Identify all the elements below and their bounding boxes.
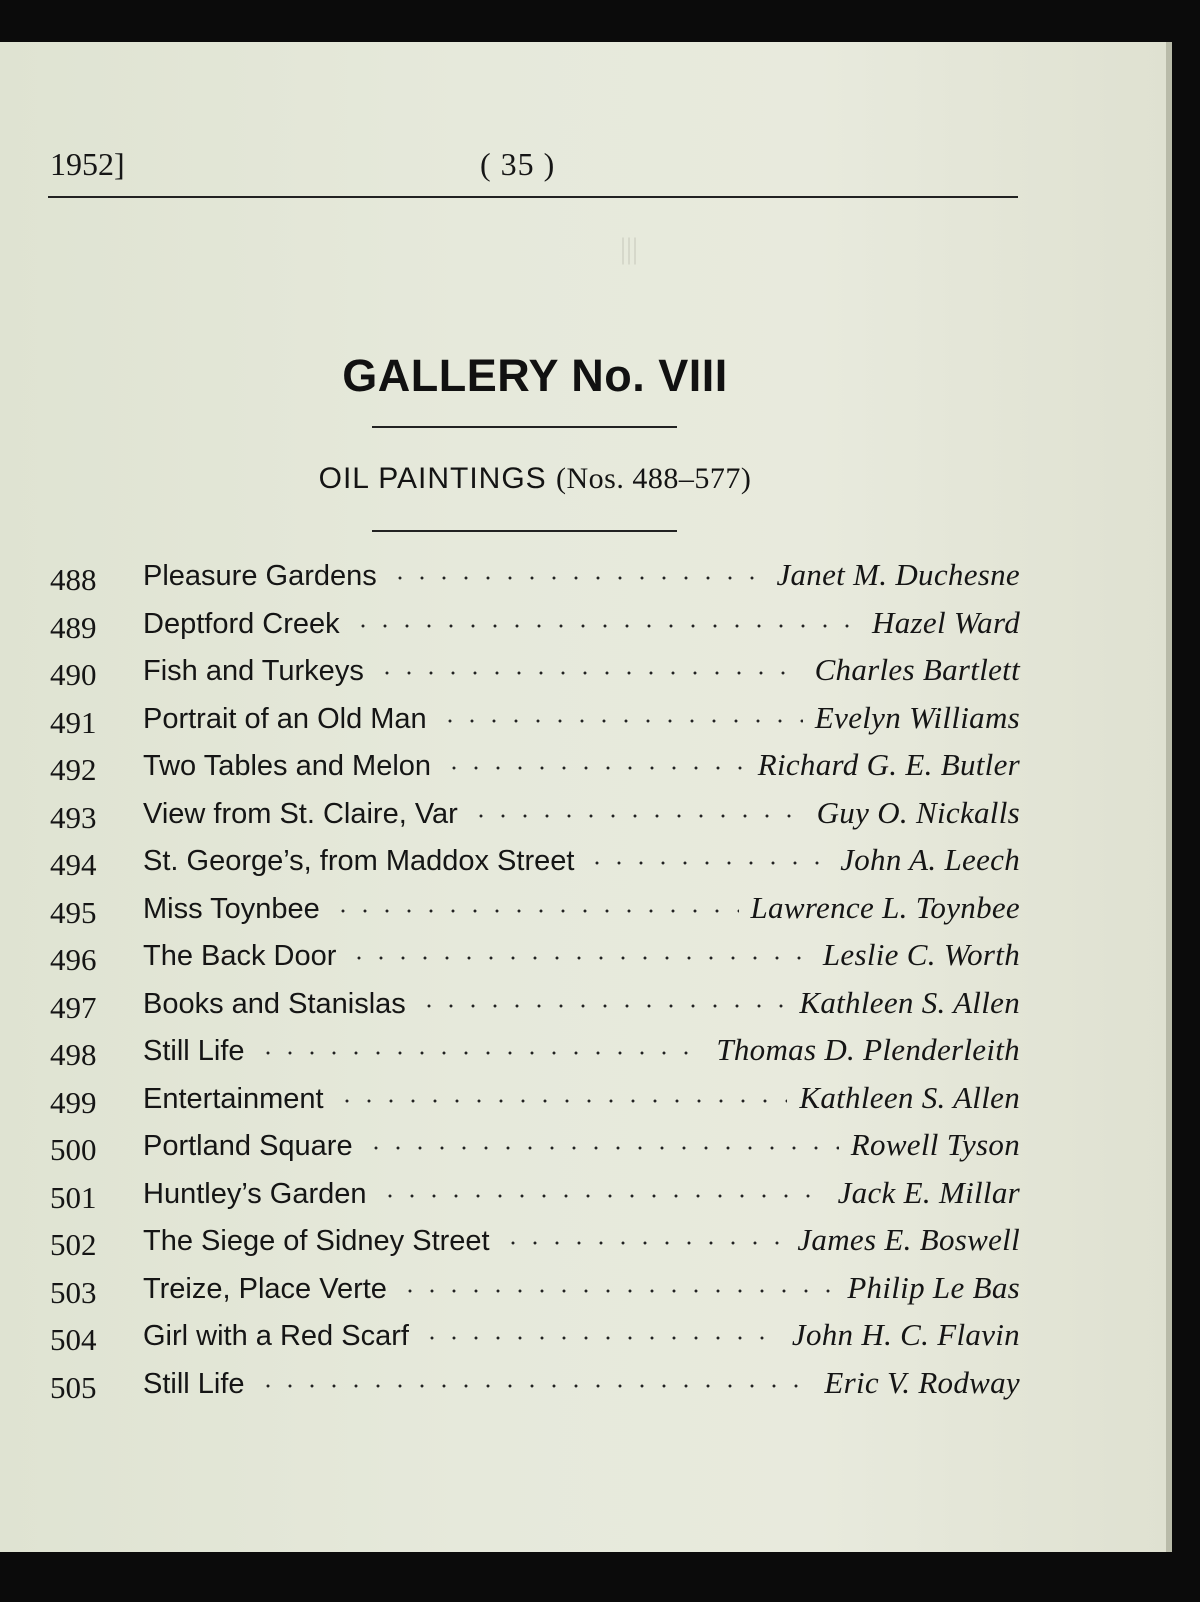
entry-artist: Janet M. Duchesne bbox=[776, 557, 1020, 592]
painting-list bbox=[50, 554, 1020, 1409]
list-item bbox=[50, 1219, 1020, 1267]
entry-artist: Kathleen S. Allen bbox=[799, 1079, 1020, 1115]
list-item bbox=[50, 792, 1020, 840]
list-item bbox=[50, 982, 1020, 1030]
entry-number: 502 bbox=[50, 1227, 97, 1262]
entry-title: Miss Toynbee bbox=[143, 892, 320, 925]
dot-leader bbox=[439, 711, 803, 731]
entry-artist: Rowell Tyson bbox=[850, 1127, 1020, 1162]
list-item bbox=[50, 1172, 1020, 1220]
list-item bbox=[50, 554, 1020, 602]
dot-leader bbox=[257, 1376, 812, 1396]
header-rule bbox=[48, 196, 1018, 198]
list-item bbox=[50, 887, 1020, 935]
entry-number: 504 bbox=[50, 1322, 97, 1357]
entry-title: View from St. Claire, Var bbox=[143, 797, 458, 830]
entry-artist: Thomas D. Plenderleith bbox=[716, 1032, 1020, 1067]
entry-artist: Richard G. E. Butler bbox=[757, 747, 1020, 782]
entry-title: Girl with a Red Scarf bbox=[143, 1320, 409, 1352]
list-item bbox=[50, 1314, 1020, 1362]
entry-artist: Jack E. Millar bbox=[837, 1174, 1020, 1210]
entry-artist: Guy O. Nickalls bbox=[816, 794, 1020, 830]
list-item bbox=[50, 1124, 1020, 1172]
dot-leader bbox=[470, 806, 805, 826]
entry-title: Books and Stanislas bbox=[143, 987, 406, 1020]
entry-number: 495 bbox=[50, 894, 97, 930]
entry-title: Entertainment bbox=[143, 1082, 324, 1115]
entry-number: 500 bbox=[50, 1132, 97, 1167]
gallery-title: GALLERY No. VIII bbox=[342, 350, 728, 401]
entry-title: Pleasure Gardens bbox=[143, 560, 377, 592]
subtitle-range: (Nos. 488–577) bbox=[556, 462, 752, 495]
dot-leader bbox=[418, 996, 787, 1016]
entry-title: The Back Door bbox=[143, 940, 337, 972]
entry-number: 499 bbox=[50, 1084, 97, 1120]
entry-number: 503 bbox=[50, 1274, 97, 1310]
entry-title: St. George’s, from Maddox Street bbox=[143, 845, 575, 877]
entry-title: Fish and Turkeys bbox=[143, 655, 364, 687]
entry-artist: John A. Leech bbox=[840, 842, 1020, 877]
entry-number: 501 bbox=[50, 1179, 97, 1215]
entry-title: Still Life bbox=[143, 1035, 245, 1067]
header-year: 1952] bbox=[50, 146, 125, 182]
catalogue-page bbox=[0, 42, 1172, 1552]
list-item bbox=[50, 1267, 1020, 1315]
entry-title: Portland Square bbox=[143, 1130, 353, 1162]
dot-leader bbox=[389, 568, 764, 588]
entry-artist: Kathleen S. Allen bbox=[799, 984, 1020, 1020]
dot-leader bbox=[379, 1186, 826, 1206]
entry-number: 491 bbox=[50, 704, 97, 740]
entry-artist: Hazel Ward bbox=[872, 604, 1020, 640]
dot-leader bbox=[399, 1281, 835, 1301]
entry-number: 492 bbox=[50, 752, 97, 787]
list-item bbox=[50, 602, 1020, 650]
entry-title: The Siege of Sidney Street bbox=[143, 1225, 490, 1257]
entry-artist: Philip Le Bas bbox=[847, 1269, 1020, 1305]
list-item bbox=[50, 1362, 1020, 1410]
entry-number: 498 bbox=[50, 1037, 97, 1072]
entry-artist: Eric V. Rodway bbox=[824, 1364, 1020, 1400]
list-item bbox=[50, 1029, 1020, 1077]
dot-leader bbox=[586, 853, 828, 873]
page-number: ( 35 ) bbox=[480, 146, 556, 182]
entry-artist: John H. C. Flavin bbox=[791, 1317, 1020, 1352]
entry-title: Portrait of an Old Man bbox=[143, 702, 427, 735]
entry-number: 489 bbox=[50, 609, 97, 645]
dot-leader bbox=[421, 1328, 780, 1348]
dot-leader bbox=[365, 1138, 839, 1158]
entry-artist: James E. Boswell bbox=[797, 1222, 1020, 1257]
entry-artist: Charles Bartlett bbox=[814, 652, 1020, 687]
gallery-subtitle bbox=[0, 462, 1070, 496]
entry-title: Two Tables and Melon bbox=[143, 750, 432, 782]
list-item bbox=[50, 649, 1020, 697]
dot-leader bbox=[257, 1043, 704, 1063]
entry-title: Deptford Creek bbox=[143, 607, 340, 640]
entry-artist: Evelyn Williams bbox=[814, 699, 1020, 735]
list-item bbox=[50, 934, 1020, 982]
dot-leader bbox=[443, 758, 746, 778]
title-rule-lower bbox=[372, 530, 677, 532]
list-item bbox=[50, 744, 1020, 792]
entry-title: Huntley’s Garden bbox=[143, 1177, 367, 1210]
entry-artist: Lawrence L. Toynbee bbox=[750, 889, 1020, 925]
dot-leader bbox=[376, 663, 803, 683]
list-item bbox=[50, 839, 1020, 887]
title-rule-upper bbox=[372, 426, 677, 428]
entry-number: 488 bbox=[50, 562, 97, 597]
dot-leader bbox=[352, 616, 860, 636]
entry-title: Treize, Place Verte bbox=[143, 1272, 387, 1305]
entry-number: 505 bbox=[50, 1369, 97, 1405]
entry-number: 490 bbox=[50, 657, 97, 692]
entry-number: 493 bbox=[50, 799, 97, 835]
dot-leader bbox=[502, 1233, 785, 1253]
page-header bbox=[50, 146, 1018, 196]
dot-leader bbox=[332, 901, 739, 921]
list-item bbox=[50, 697, 1020, 745]
entry-number: 497 bbox=[50, 989, 97, 1025]
dot-leader bbox=[336, 1091, 787, 1111]
show-through-decoration: ||| bbox=[620, 232, 639, 265]
list-item bbox=[50, 1077, 1020, 1125]
dot-leader bbox=[348, 948, 811, 968]
entry-title: Still Life bbox=[143, 1367, 245, 1400]
entry-artist: Leslie C. Worth bbox=[822, 937, 1020, 972]
subtitle-prefix: OIL PAINTINGS bbox=[318, 462, 547, 495]
entry-number: 494 bbox=[50, 847, 97, 882]
entry-number: 496 bbox=[50, 942, 97, 977]
